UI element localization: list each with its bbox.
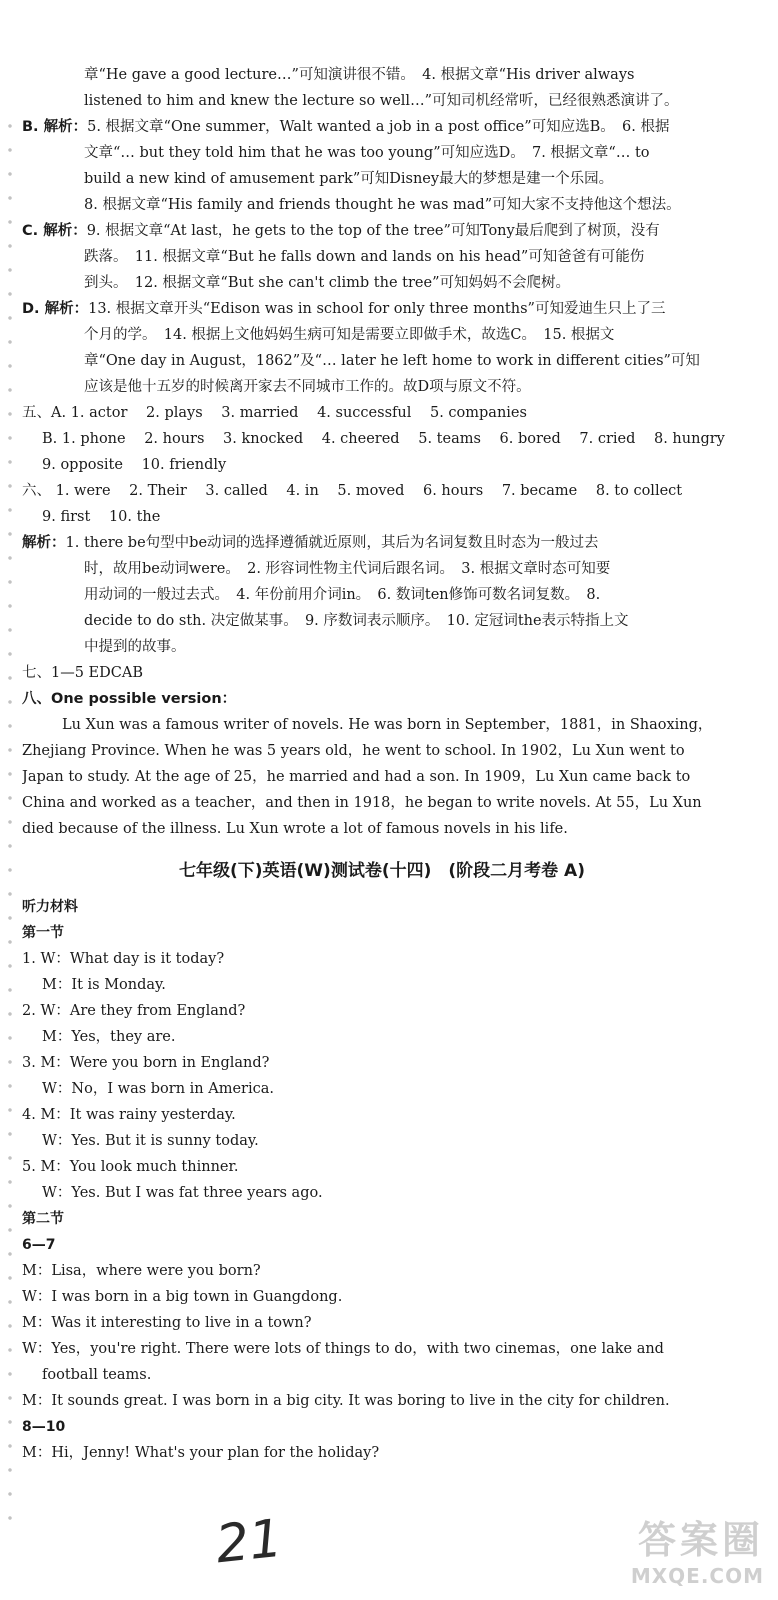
answer-page <box>22 62 742 1466</box>
watermark <box>631 1509 764 1588</box>
dialog-line: M：Hi，Jenny! What's your plan for the holiday? <box>22 1445 380 1461</box>
dialog-line: 5. M：You look much thinner. <box>22 1159 239 1175</box>
text-line: 章“He gave a good lecture…”可知演讲很不错。 4. 根据文章“His driver always <box>84 67 635 83</box>
essay-line: Japan to study. At the age of 25，he married and had a son. In 1909，Lu Xun came back to <box>22 769 691 785</box>
dialog-line: 2. W：Are they from England? <box>22 1003 246 1019</box>
dialog-line: W：Yes，you're right. There were lots of things to do，with two cinemas，one lake and <box>22 1341 664 1357</box>
section-7: 七、1—5 EDCAB <box>22 665 143 681</box>
part2-label: 第二节 <box>22 1211 64 1227</box>
section-6-cont: 9. first 10. the <box>42 509 161 525</box>
dialog-line: W：Yes. But it is sunny today. <box>42 1133 259 1149</box>
section-label: C. 解析： <box>22 223 87 239</box>
dialog-line: M：It is Monday. <box>42 977 166 993</box>
text-line: listened to him and knew the lecture so well…”可知司机经常听，已经很熟悉演讲了。 <box>84 93 679 109</box>
test-title: 七年级(下)英语(W)测试卷(十四) (阶段二月考卷 A) <box>179 861 585 881</box>
part1-label: 第一节 <box>22 925 64 941</box>
dialog-line: 1. W：What day is it today? <box>22 951 225 967</box>
text-line: 到头。 12. 根据文章“But she can't climb the tree”可知妈妈不会爬树。 <box>84 275 570 291</box>
text-line: 用动词的一般过去式。 4. 年份前用介词in。 6. 数词ten修饰可数名词复数。 8. <box>84 587 601 603</box>
text-line: build a new kind of amusement park”可知Disney最大的梦想是建一个乐园。 <box>84 171 614 187</box>
section-6: 六、 1. were 2. Their 3. called 4. in 5. moved 6. hours 7. became 8. to collect <box>22 483 683 499</box>
listening-heading: 听力材料 <box>22 899 78 915</box>
dialog-line: 3. M：Were you born in England? <box>22 1055 270 1071</box>
text-line: 8. 根据文章“His family and friends thought he was mad”可知大家不支持他这个想法。 <box>84 197 681 213</box>
section-label: 八、One possible version： <box>22 691 237 707</box>
text-line: 章“One day in August，1862”及“… later he left home to work in different cities”可知 <box>84 353 700 369</box>
text-line: 13. 根据文章开头“Edison was in school for only three months”可知爱迪生只上了三 <box>88 301 666 317</box>
dialog-line: 4. M：It was rainy yesterday. <box>22 1107 236 1123</box>
essay-line: died because of the illness. Lu Xun wrote a lot of famous novels in his life. <box>22 821 568 837</box>
essay-line: China and worked as a teacher，and then in 1918，he began to write novels. At 55，Lu Xun <box>22 795 702 811</box>
section-5-b: B. 1. phone 2. hours 3. knocked 4. cheered 5. teams 6. bored 7. cried 8. hungry <box>42 431 725 447</box>
text-line: 跌落。 11. 根据文章“But he falls down and lands on his head”可知爸爸有可能伤 <box>84 249 645 265</box>
watermark-url: MXQE.COM <box>630 1564 764 1588</box>
dialog-line: W：I was born in a big town in Guangdong. <box>22 1289 343 1305</box>
page-number: 21 <box>213 1508 286 1576</box>
essay-line: Lu Xun was a famous writer of novels. He was born in September，1881，in Shaoxing， <box>62 717 713 733</box>
text-line: 9. 根据文章“At last，he gets to the top of the tree”可知Tony最后爬到了树顶，没有 <box>86 223 660 239</box>
binding-perforation <box>4 120 16 1520</box>
section-label: B. 解析： <box>22 119 88 135</box>
section-5-b-cont: 9. opposite 10. friendly <box>42 457 227 473</box>
text-line: 1. there be句型中be动词的选择遵循就近原则，其后为名词复数且时态为一般过去 <box>65 535 599 551</box>
text-line: 时，故用be动词were。 2. 形容词性物主代词后跟名词。 3. 根据文章时态可知要 <box>84 561 611 577</box>
text-line: 5. 根据文章“One summer，Walt wanted a job in a post office”可知应选B。 6. 根据 <box>87 119 670 135</box>
range-label: 6—7 <box>22 1237 56 1253</box>
dialog-line: M：Yes，they are. <box>42 1029 176 1045</box>
section-label: 解析： <box>22 535 66 551</box>
essay-line: Zhejiang Province. When he was 5 years old，he went to school. In 1902，Lu Xun went to <box>22 743 685 759</box>
section-5-a: 五、A. 1. actor 2. plays 3. married 4. successful 5. companies <box>22 405 527 421</box>
text-line: 个月的学。 14. 根据上文他妈妈生病可知是需要立即做手术，故选C。 15. 根据文 <box>84 327 615 343</box>
dialog-line: M：Was it interesting to live in a town? <box>22 1315 312 1331</box>
dialog-line: W：No，I was born in America. <box>42 1081 274 1097</box>
section-label: D. 解析： <box>22 301 89 317</box>
watermark-logo: 答案圈 <box>637 1518 764 1562</box>
text-line: 应该是他十五岁的时候离开家去不同城市工作的。故D项与原文不符。 <box>84 379 531 395</box>
dialog-line: M：It sounds great. I was born in a big city. It was boring to live in the city for children. <box>22 1393 670 1409</box>
text-line: 中提到的故事。 <box>84 639 186 655</box>
dialog-line: M：Lisa，where were you born? <box>22 1263 261 1279</box>
dialog-line: W：Yes. But I was fat three years ago. <box>42 1185 323 1201</box>
text-line: decide to do sth. 决定做某事。 9. 序数词表示顺序。 10. 定冠词the表示特指上文 <box>84 613 629 629</box>
dialog-line: football teams. <box>42 1367 152 1383</box>
text-line: 文章“… but they told him that he was too young”可知应选D。 7. 根据文章“… to <box>84 145 650 161</box>
range-label: 8—10 <box>22 1419 66 1435</box>
